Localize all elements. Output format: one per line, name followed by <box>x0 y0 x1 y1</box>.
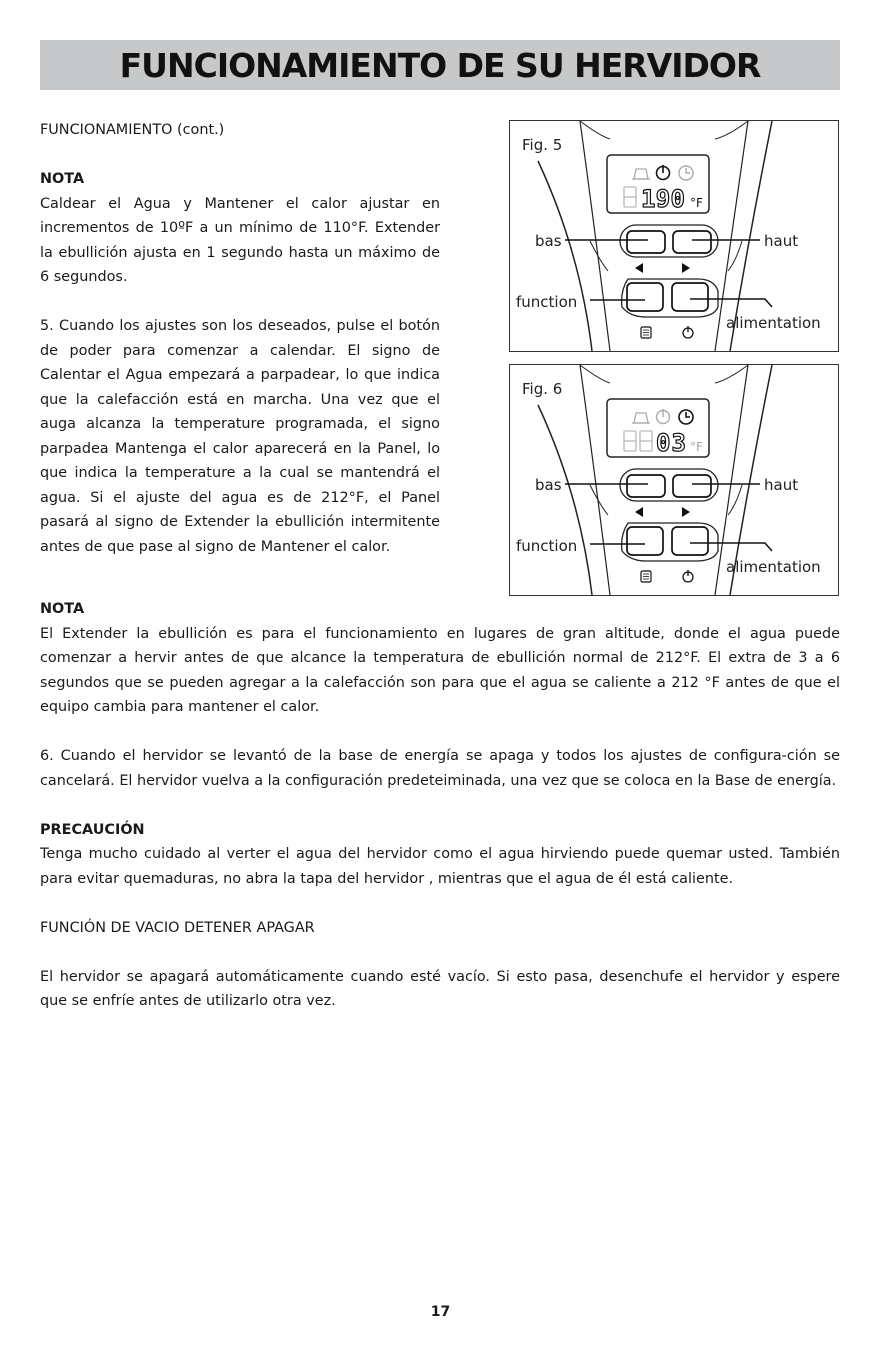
up-button[interactable] <box>673 475 711 497</box>
callout-power: alimentation <box>726 314 821 332</box>
callout-function: function <box>516 293 578 311</box>
callout-up: haut <box>764 476 799 494</box>
note1-text: Caldear el Agua y Mantener el calor ajustar en incrementos de 10ºF a un mínimo de 110°F. Extender la ebullición ajusta en 1 segundo hasta un máximo de 6 segundos. <box>40 195 440 285</box>
caution-text: Tenga mucho cuidado al verter el agua del hervidor como el agua hirviendo puede quemar usted. También para evitar quemaduras, no abra la tapa del hervidor , mientras que el agua de él está caliente. <box>40 846 840 887</box>
function-button[interactable] <box>627 527 663 555</box>
empty-shutoff-text: El hervidor se apagará automáticamente cuando esté vacío. Si esto pasa, desenchufe el hervidor y espere que se enfríe antes de utilizarlo otra vez. <box>40 968 840 1009</box>
right-arrow-icon <box>682 507 690 517</box>
figure-5 <box>509 120 839 352</box>
callout-up: haut <box>764 232 799 250</box>
page-number: 17 <box>430 1304 451 1320</box>
left-arrow-icon <box>635 263 643 273</box>
left-column <box>40 118 440 559</box>
step5-text: 5. Cuando los ajustes son los deseados, pulse el botón de poder para comenzar a calendar. El signo de Calentar el Agua empezará a parpadear, lo que indica que la calefacción está en marcha. Una vez que el auga alcanza la temperature programada, el signo parpadea Mantenga el calor aparecerá en la Panel, lo que indica la temperature a la cual se mantendrá el agua. Si el ajuste del agua es de 212°F, el Panel pasará al signo de Extender la ebullición intermitente antes de que pase al signo de Mantener el calor. <box>40 318 440 555</box>
temperature-unit: °F <box>690 440 703 454</box>
function-button[interactable] <box>627 283 663 311</box>
callout-power: alimentation <box>726 558 821 576</box>
power-small-icon <box>683 570 693 582</box>
power-button[interactable] <box>672 283 708 311</box>
left-arrow-icon <box>635 507 643 517</box>
control-panel-diagram <box>510 121 838 351</box>
body-text <box>40 597 840 1014</box>
function-symbol-icon <box>641 571 651 582</box>
note2-text: El Extender la ebullición es para el funcionamiento en lugares de gran altitude, donde el agua puede comenzar a hervir antes de que alcance la temperatura de ebullición normal de 212°F. El extra de 3 a 6 segundos que se pueden agregar a la calefacción son para que el agua se caliente a 212 °F antes de que el equipo cambia para mantener el calor. <box>40 625 840 715</box>
figure-6 <box>509 364 839 596</box>
temperature-unit: °F <box>690 196 703 210</box>
up-button[interactable] <box>673 231 711 253</box>
title-bar <box>40 40 840 90</box>
page-title: FUNCIONAMIENTO DE SU HERVIDOR <box>119 45 761 85</box>
note1-heading: NOTA <box>40 171 85 187</box>
note2-heading: NOTA <box>40 601 85 617</box>
down-button[interactable] <box>627 475 665 497</box>
callout-down: bas <box>535 476 562 494</box>
control-panel-diagram <box>510 365 838 595</box>
down-button[interactable] <box>627 231 665 253</box>
figure-label: Fig. 5 <box>522 136 563 154</box>
callout-function: function <box>516 537 578 555</box>
step6-text: 6. Cuando el hervidor se levantó de la base de energía se apaga y todos los ajustes de configura-ción se cancelará. El hervidor vuelva a la configuración predeteiminada, una vez que se coloca en la Base de energía. <box>40 748 840 789</box>
display-value: 03 <box>656 429 686 457</box>
callout-down: bas <box>535 232 562 250</box>
power-button[interactable] <box>672 527 708 555</box>
right-arrow-icon <box>682 263 690 273</box>
empty-shutoff-heading: FUNCIÓN DE VACIO DETENER APAGAR <box>40 919 315 936</box>
power-small-icon <box>683 326 693 338</box>
section-heading: FUNCIONAMIENTO (cont.) <box>40 122 225 138</box>
function-symbol-icon <box>641 327 651 338</box>
caution-heading: PRECAUCIÓN <box>40 821 145 838</box>
figure-label: Fig. 6 <box>522 380 563 398</box>
display-value: 190 <box>641 185 685 213</box>
